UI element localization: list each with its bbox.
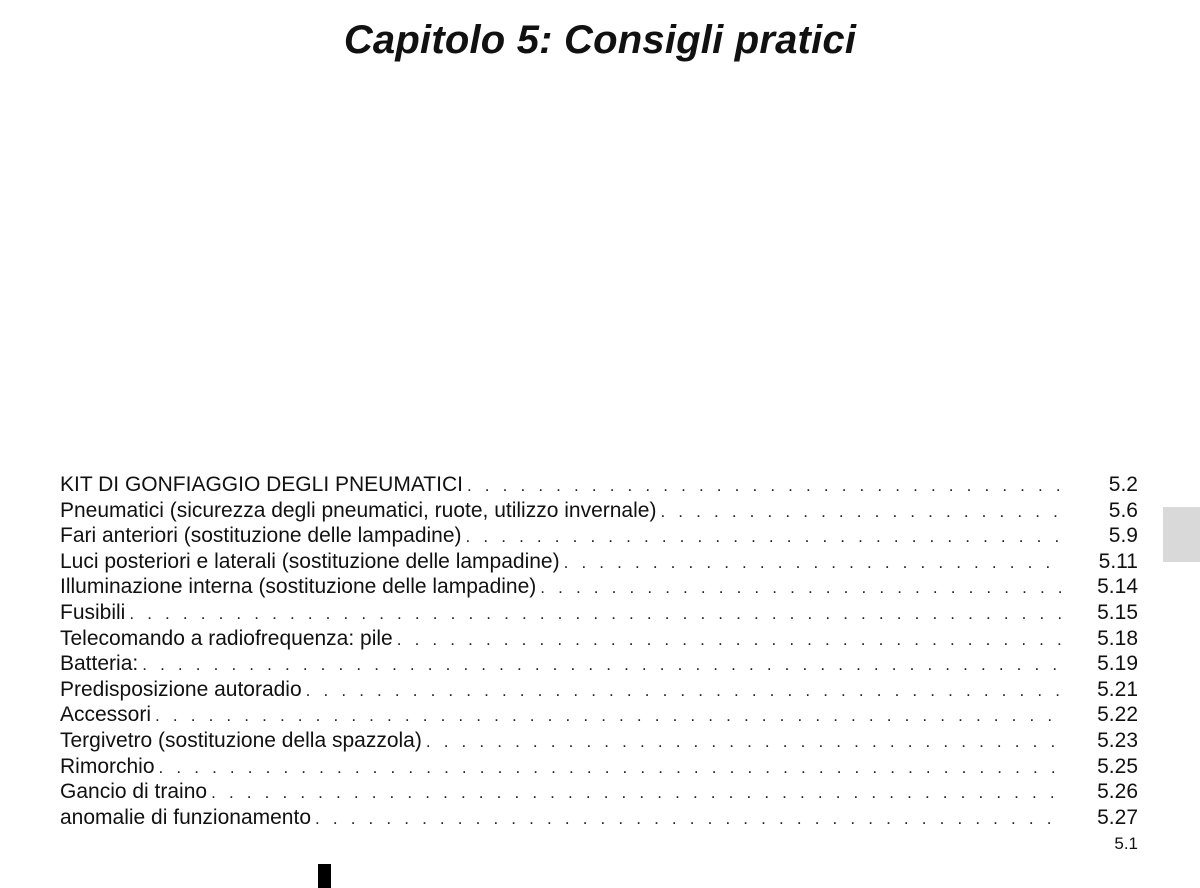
toc-entry-label: Pneumatici (sicurezza degli pneumatici, ruote, utilizzo invernale) [60,498,657,522]
toc-entry-page: 5.6 [1108,498,1138,522]
toc-dot-leader [540,575,1062,600]
toc-dot-leader [129,601,1062,626]
toc-entry-batteria[interactable] [60,651,1138,677]
toc-dot-leader [315,806,1062,831]
page-number: 5.1 [1114,834,1138,853]
toc-entry-label: Predisposizione autoradio [60,677,302,701]
toc-dot-leader [660,499,1062,524]
toc-entry-page: 5.23 [1097,728,1138,752]
toc-entry-page: 5.22 [1097,703,1138,727]
toc-dot-leader [466,524,1062,549]
toc-entry-label: Rimorchio [60,754,155,778]
toc-entry-accessori[interactable] [60,702,1138,728]
toc-entry-fari-anteriori[interactable] [60,523,1138,549]
toc-dot-leader [155,703,1062,728]
toc-entry-kit-gonfiaggio[interactable] [60,472,1138,498]
table-of-contents [60,472,1138,830]
toc-dot-leader [211,780,1062,805]
toc-entry-label: anomalie di funzionamento [60,805,311,829]
toc-entry-page: 5.9 [1108,524,1138,548]
toc-entry-telecomando[interactable] [60,626,1138,652]
toc-entry-label: Batteria: [60,652,139,676]
toc-entry-page: 5.2 [1108,473,1138,496]
crop-mark [318,864,331,888]
toc-entry-label: Fusibili [60,600,126,624]
chapter-title: Capitolo 5: Consigli pratici [343,18,857,62]
toc-dot-leader [467,473,1062,498]
toc-entry-page: 5.26 [1097,780,1138,804]
toc-entry-luci-posteriori[interactable] [60,549,1138,575]
chapter-side-tab [1163,507,1200,562]
toc-dot-leader [142,652,1062,677]
toc-entry-label: Telecomando a radiofrequenza: pile [60,626,393,650]
toc-dot-leader [426,729,1062,754]
toc-entry-label: Gancio di traino [60,780,208,804]
toc-entry-label: Accessori [60,703,152,727]
toc-entry-page: 5.25 [1097,754,1138,778]
toc-dot-leader [159,755,1062,780]
toc-dot-leader [306,678,1062,703]
toc-entry-pneumatici[interactable] [60,498,1138,524]
toc-entry-label: Illuminazione interna (sostituzione delle lampadine) [60,575,537,599]
toc-entry-page: 5.27 [1097,805,1138,829]
toc-entry-page: 5.14 [1097,575,1138,599]
toc-entry-gancio-di-traino[interactable] [60,779,1138,805]
toc-entry-page: 5.21 [1097,677,1138,701]
toc-entry-label: Fari anteriori (sostituzione delle lampadine) [60,524,462,548]
toc-entry-rimorchio[interactable] [60,754,1138,780]
toc-entry-label: KIT DI GONFIAGGIO DEGLI PNEUMATICI [60,473,463,496]
toc-entry-anomalie[interactable] [60,805,1138,831]
toc-entry-page: 5.18 [1097,626,1138,650]
toc-entry-label: Tergivetro (sostituzione della spazzola) [60,728,422,752]
toc-dot-leader [397,627,1062,652]
toc-entry-fusibili[interactable] [60,600,1138,626]
toc-entry-illuminazione-interna[interactable] [60,574,1138,600]
toc-entry-label: Luci posteriori e laterali (sostituzione delle lampadine) [60,549,560,573]
toc-entry-page: 5.15 [1097,600,1138,624]
toc-entry-page: 5.11 [1098,549,1138,573]
toc-entry-page: 5.19 [1097,652,1138,676]
toc-entry-tergivetro[interactable] [60,728,1138,754]
toc-dot-leader [564,550,1062,575]
toc-entry-predisposizione-autoradio[interactable] [60,677,1138,703]
